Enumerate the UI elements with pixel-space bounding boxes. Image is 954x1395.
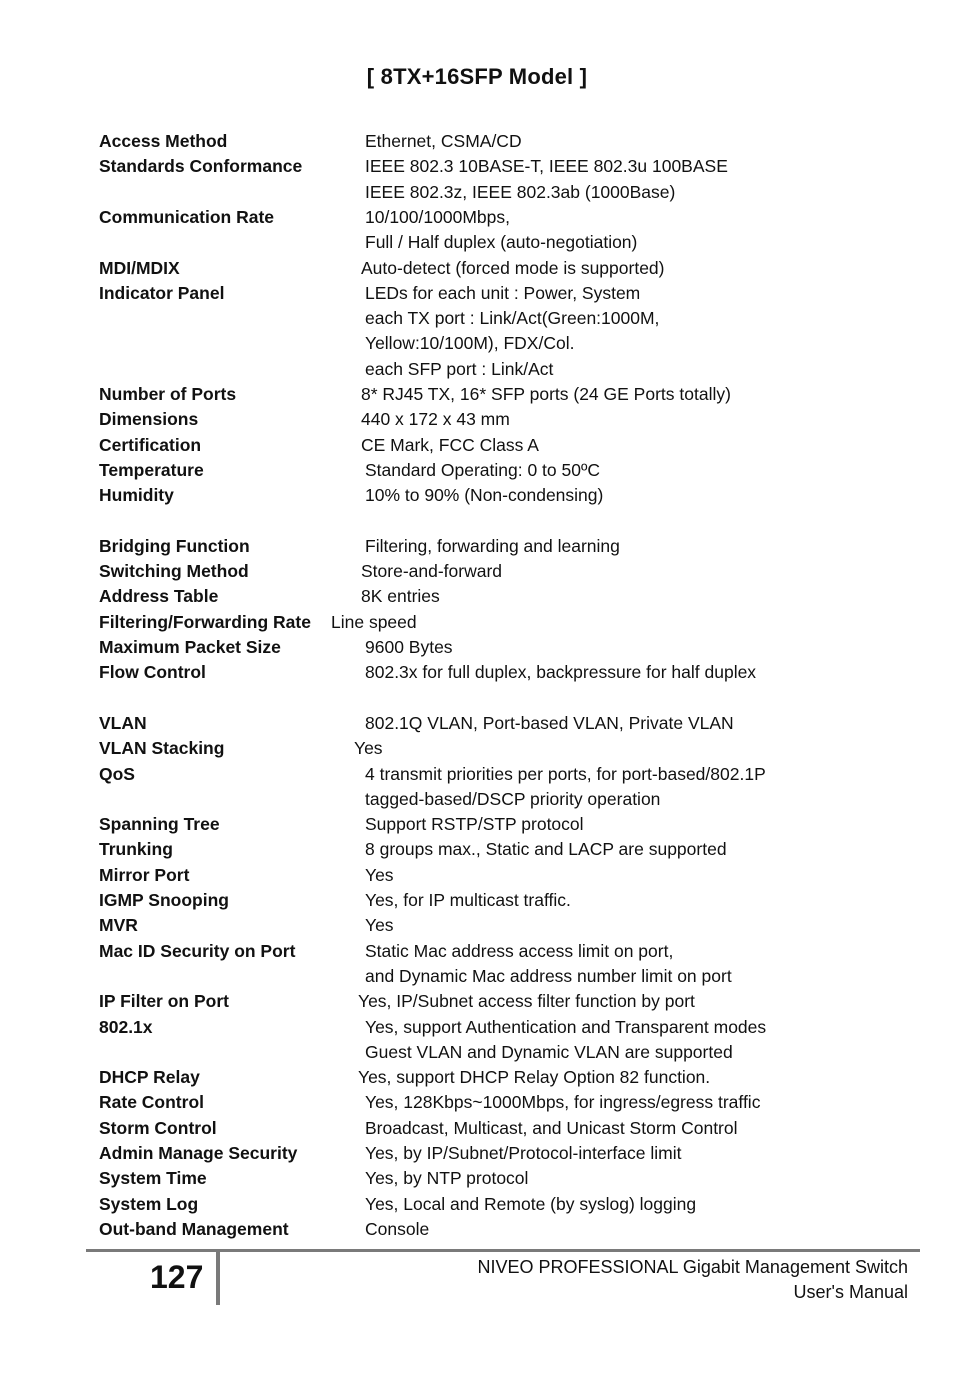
spec-values (361, 407, 510, 432)
spec-value-line: Yes, IP/Subnet access filter function by port (358, 991, 695, 1012)
page-title: [ 8TX+16SFP Model ] (366, 64, 588, 89)
spec-label: Switching Method (99, 561, 249, 582)
spec-values (331, 610, 417, 635)
spec-label: Mirror Port (99, 864, 190, 885)
spec-value-line: 10% to 90% (Non-condensing) (365, 485, 604, 506)
page-number-divider (216, 1252, 220, 1305)
spec-values (361, 256, 665, 281)
footer-divider (86, 1249, 920, 1252)
spec-value-line: Line speed (331, 611, 417, 632)
spec-label: Standards Conformance (99, 156, 303, 177)
spec-values (365, 1217, 429, 1242)
spec-value-line: each SFP port : Link/Act (365, 358, 554, 379)
spec-label: IGMP Snooping (99, 890, 229, 910)
spec-label: Trunking (99, 839, 173, 860)
spec-label: Out-band Management (99, 1218, 289, 1239)
spec-values (365, 1090, 760, 1115)
spec-value-line: Filtering, forwarding and learning (365, 535, 620, 556)
spec-value-line: Support RSTP/STP protocol (365, 814, 584, 835)
spec-values (365, 939, 732, 990)
spec-values (365, 458, 600, 483)
spec-values (361, 584, 440, 609)
spec-label: Rate Control (99, 1092, 204, 1113)
spec-label: MDI/MDIX (99, 257, 180, 278)
spec-values (365, 888, 571, 913)
spec-label: Certification (99, 434, 202, 455)
spec-value-line: Store-and-forward (361, 561, 503, 582)
spec-value-line: Static Mac address access limit on port, (365, 940, 674, 961)
spec-label: System Time (99, 1168, 207, 1189)
spec-value-line: Yes, for IP multicast traffic. (365, 890, 571, 910)
spec-values (365, 660, 756, 685)
spec-label: Humidity (99, 485, 174, 506)
spec-label: IP Filter on Port (99, 991, 229, 1012)
spec-value-line: Broadcast, Multicast, and Unicast Storm Control (365, 1117, 738, 1138)
spec-value-line: Yes, support Authentication and Transparent modes (365, 1016, 767, 1037)
spec-label: Flow Control (99, 662, 206, 683)
spec-values (365, 762, 766, 813)
spec-value-line: Yes, by NTP protocol (365, 1168, 529, 1189)
spec-value-line: 802.3x for full duplex, backpressure for half duplex (365, 662, 757, 683)
spec-value-line: each TX port : Link/Act(Green:1000M, (365, 308, 660, 329)
footer-text (478, 1255, 909, 1305)
spec-value-line: 9600 Bytes (365, 637, 453, 657)
spec-label: Number of Ports (99, 384, 237, 404)
spec-values (365, 129, 522, 154)
spec-label: 802.1x (99, 1016, 153, 1037)
spec-values (365, 205, 637, 256)
spec-label: Mac ID Security on Port (99, 940, 296, 961)
spec-label: VLAN (99, 712, 147, 733)
spec-value-line: 8 groups max., Static and LACP are supported (365, 839, 727, 860)
spec-label: Spanning Tree (99, 814, 220, 835)
spec-value-line: IEEE 802.3 10BASE-T, IEEE 802.3u 100BASE (365, 156, 728, 177)
spec-values (365, 863, 394, 888)
spec-value-line: Auto-detect (forced mode is supported) (361, 257, 665, 278)
spec-label: MVR (99, 915, 138, 936)
spec-values (365, 1141, 681, 1166)
spec-label: Storm Control (99, 1117, 217, 1138)
footer-manual-name: User's Manual (793, 1282, 908, 1302)
spec-value-line: 802.1Q VLAN, Port-based VLAN, Private VLAN (365, 712, 734, 733)
spec-value-line: tagged-based/DSCP priority operation (365, 788, 661, 809)
spec-label: Temperature (99, 459, 204, 480)
spec-value-line: Console (365, 1218, 430, 1239)
spec-values (365, 837, 727, 862)
footer-product-name: NIVEO PROFESSIONAL Gigabit Management Switch (477, 1257, 908, 1277)
spec-values (361, 382, 731, 407)
spec-label: Dimensions (99, 409, 199, 430)
spec-value-line: Yes, Local and Remote (by syslog) logging (365, 1193, 697, 1214)
spec-values (365, 534, 620, 559)
spec-value-line: Full / Half duplex (auto-negotiation) (365, 232, 638, 253)
spec-label: Bridging Function (99, 535, 250, 556)
spec-value-line: 10/100/1000Mbps, (365, 206, 510, 227)
spec-values (365, 154, 728, 205)
spec-values (365, 1116, 738, 1141)
spec-value-line: LEDs for each unit : Power, System (365, 282, 641, 303)
spec-value-line: Yellow:10/100M), FDX/Col. (365, 333, 575, 354)
spec-label: Indicator Panel (99, 282, 225, 303)
spec-label: Address Table (99, 586, 219, 607)
spec-label: Communication Rate (99, 206, 275, 227)
page-number: 127 (150, 1259, 204, 1295)
spec-values (361, 559, 502, 584)
spec-values (365, 1166, 528, 1191)
spec-value-line: Yes, support DHCP Relay Option 82 function. (358, 1067, 711, 1088)
spec-value-line: IEEE 802.3z, IEEE 802.3ab (1000Base) (365, 181, 676, 202)
spec-value-line: 440 x 172 x 43 mm (361, 409, 510, 430)
spec-values (361, 433, 539, 458)
spec-label: DHCP Relay (99, 1067, 200, 1088)
spec-values (365, 812, 584, 837)
spec-label: Admin Manage Security (99, 1143, 298, 1163)
spec-values (365, 1192, 696, 1217)
spec-value-line: Yes (354, 738, 383, 759)
spec-value-line: Yes (365, 864, 394, 885)
spec-label: VLAN Stacking (99, 738, 225, 759)
spec-value-line: and Dynamic Mac address number limit on port (365, 965, 732, 986)
spec-values (365, 711, 734, 736)
spec-value-line: Yes, by IP/Subnet/Protocol-interface limit (365, 1143, 682, 1163)
spec-label: Maximum Packet Size (99, 637, 281, 657)
spec-values (365, 281, 659, 382)
spec-value-line: Guest VLAN and Dynamic VLAN are supported (365, 1041, 733, 1062)
spec-value-line: Standard Operating: 0 to 50ºC (365, 459, 601, 480)
spec-values (365, 1015, 766, 1066)
spec-values (354, 736, 383, 761)
spec-values (358, 989, 695, 1014)
spec-value-line: CE Mark, FCC Class A (361, 434, 539, 455)
spec-label: Filtering/Forwarding Rate (99, 611, 311, 632)
spec-values (358, 1065, 710, 1090)
spec-values (365, 635, 453, 660)
spec-values (365, 913, 394, 938)
spec-values (365, 483, 603, 508)
spec-value-line: Yes, 128Kbps~1000Mbps, for ingress/egress traffic (365, 1092, 761, 1113)
spec-value-line: 4 transmit priorities per ports, for port-based/802.1P (365, 763, 766, 784)
spec-label: QoS (99, 763, 135, 784)
spec-value-line: 8K entries (361, 586, 440, 607)
spec-label: System Log (99, 1193, 199, 1214)
spec-value-line: Yes (365, 915, 394, 936)
spec-value-line: Ethernet, CSMA/CD (365, 131, 522, 151)
spec-label: Access Method (99, 131, 228, 151)
spec-value-line: 8* RJ45 TX, 16* SFP ports (24 GE Ports totally) (361, 384, 731, 404)
